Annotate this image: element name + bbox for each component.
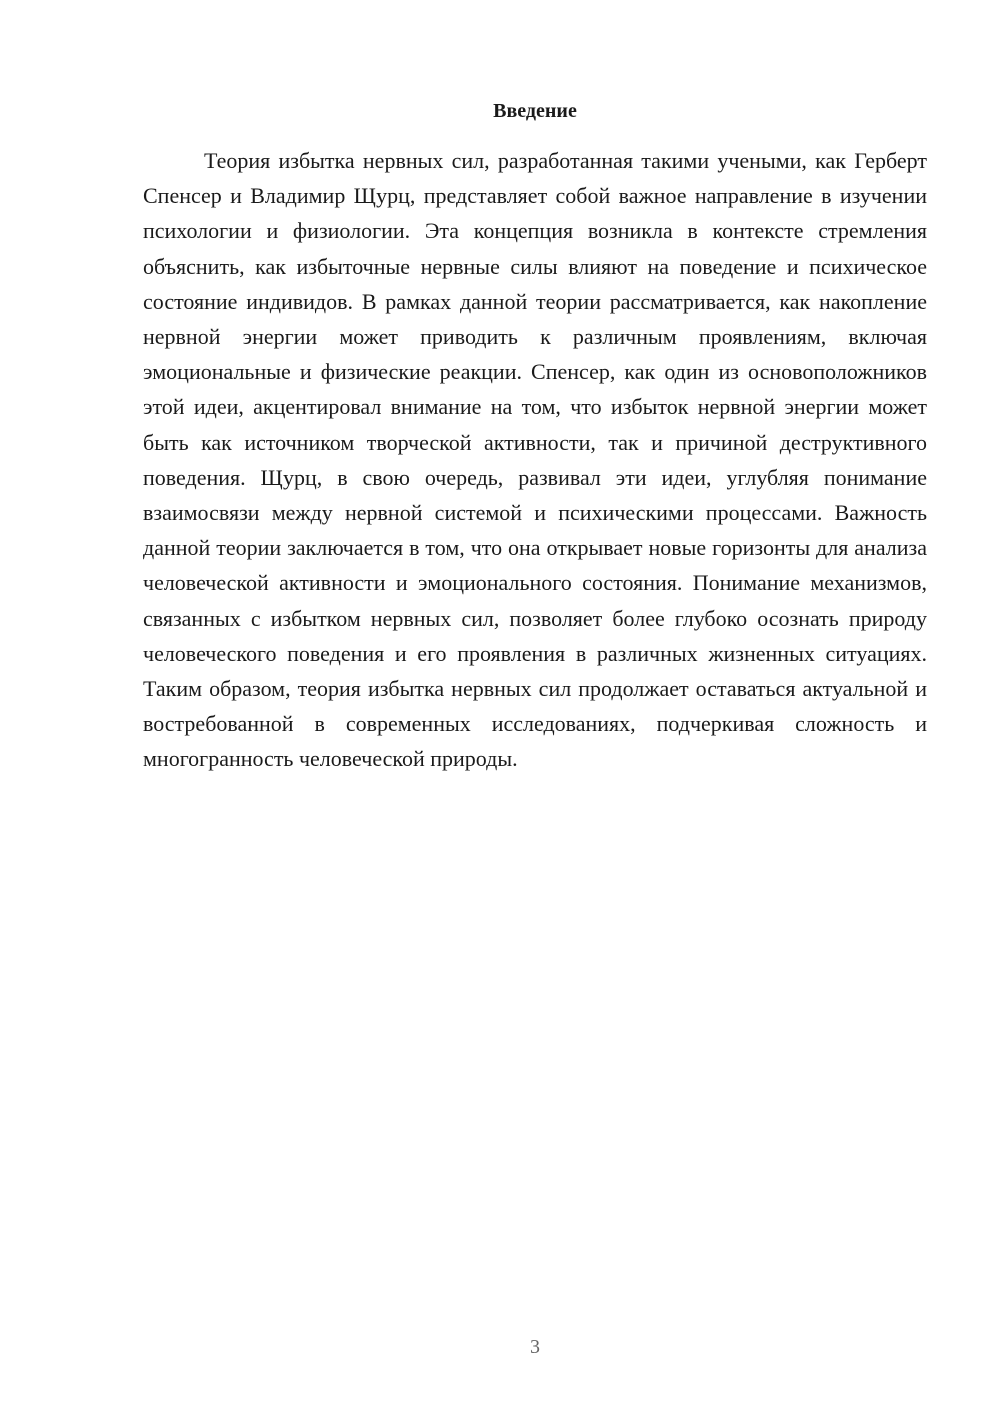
page-number: 3: [530, 1336, 540, 1358]
section-heading: Введение: [493, 100, 577, 122]
body-paragraph: Теория избытка нервных сил, разработанная такими учеными, как Герберт Спенсер и Владимир Щурц, представляет собой важное направление в изучении психологии и физиологии. Эта концепция возникла в контексте стремления объяснить, как избыточные нервные силы влияют на поведение и психическое состояние индивидов. В рамках данной теории рассматривается, как накопление нервной энергии может приводить к различным проявлениям, включая эмоциональные и физические реакции. Спенсер, как один из основоположников этой идеи, акцентировал внимание на том, что избыток нервной энергии может быть как источником творческой активности, так и причиной деструктивного поведения. Щурц, в свою очередь, развивал эти идеи, углубляя понимание взаимосвязи между нервной системой и психическими процессами. Важность данной теории заключается в том, что она открывает новые горизонты для анализа человеческой активности и эмоционального состояния. Понимание механизмов, связанных с избытком нервных сил, позволяет более глубоко осознать природу человеческого поведения и его проявления в различных жизненных ситуациях. Таким образом, теория избытка нервных сил продолжает оставаться актуальной и востребованной в современных исследованиях, подчеркивая сложность и многогранность человеческой природы.: [143, 148, 927, 772]
